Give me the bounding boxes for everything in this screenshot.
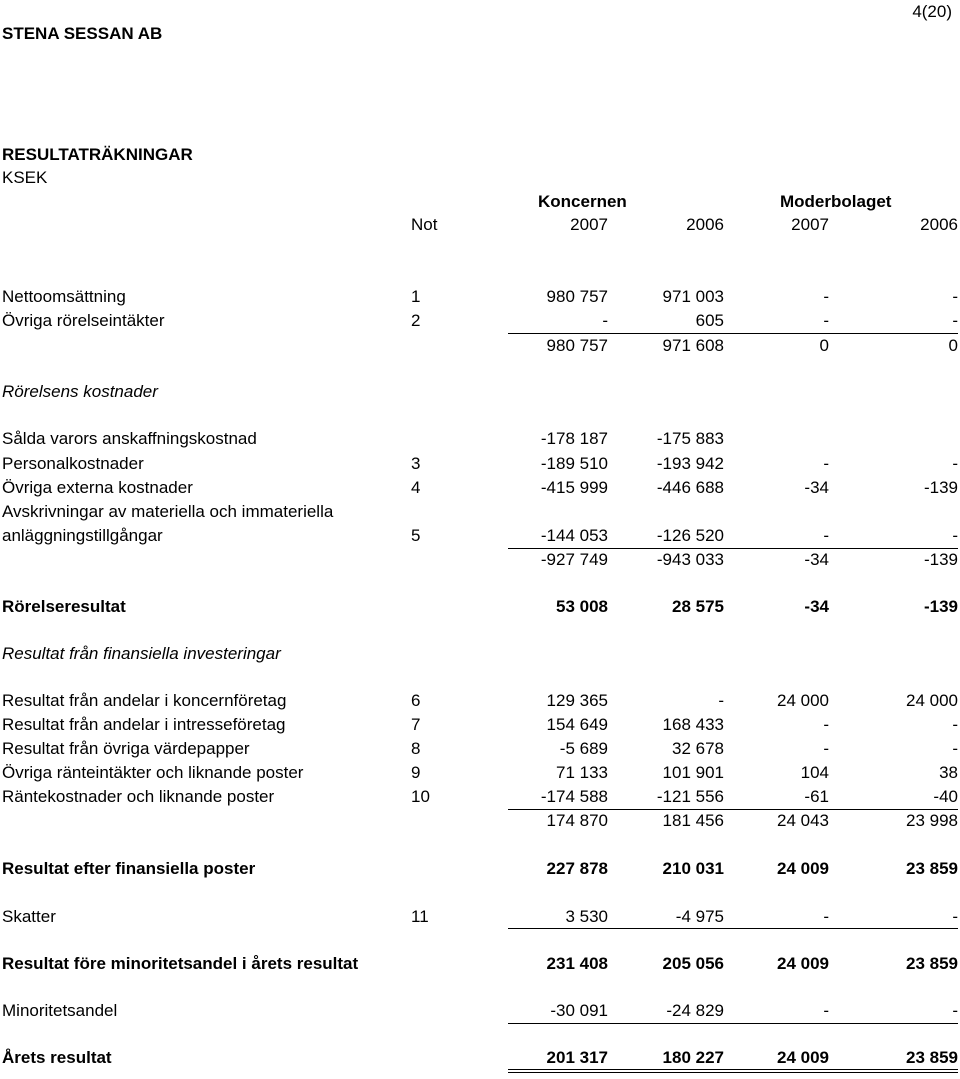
row-label: Övriga rörelseintäkter bbox=[2, 311, 165, 330]
cell-value: 28 575 bbox=[672, 597, 724, 616]
row-label: Övriga ränteintäkter och liknande poster bbox=[2, 763, 304, 782]
cell-value: 0 bbox=[948, 336, 958, 355]
row-label: Resultat från andelar i intresseföretag bbox=[2, 715, 286, 734]
row-note: 3 bbox=[411, 454, 421, 473]
page-number: 4(20) bbox=[912, 2, 952, 21]
row-label: Avskrivningar av materiella och immateriella bbox=[2, 502, 334, 521]
table-row bbox=[0, 786, 960, 808]
row-label: Årets resultat bbox=[2, 1048, 112, 1067]
row-note: 7 bbox=[411, 715, 421, 734]
total-double-underline bbox=[508, 1069, 958, 1070]
row-note: 4 bbox=[411, 478, 421, 497]
year-heading: 2007 bbox=[570, 215, 608, 234]
row-label: Skatter bbox=[2, 907, 56, 926]
section-heading: Resultat från finansiella investeringar bbox=[2, 644, 281, 663]
section-heading-row bbox=[0, 381, 960, 403]
section-heading-row bbox=[0, 643, 960, 665]
cell-value: 174 870 bbox=[546, 811, 608, 830]
cell-value: -121 556 bbox=[656, 787, 724, 806]
cell-value: -175 883 bbox=[656, 429, 724, 448]
row-note: 6 bbox=[411, 691, 421, 710]
note-column-heading: Not bbox=[411, 215, 438, 234]
cell-value: - bbox=[952, 907, 958, 926]
table-row bbox=[0, 858, 960, 880]
cell-value: -30 091 bbox=[550, 1001, 608, 1020]
table-row bbox=[0, 428, 960, 450]
section-heading: Rörelsens kostnader bbox=[2, 382, 158, 401]
table-row bbox=[0, 596, 960, 618]
cell-value: 129 365 bbox=[546, 691, 608, 710]
cell-value: -4 975 bbox=[675, 907, 724, 926]
cell-value: 23 998 bbox=[906, 811, 958, 830]
cell-value: -34 bbox=[804, 478, 829, 497]
subtotal-underline bbox=[508, 333, 958, 334]
cell-value: - bbox=[823, 454, 829, 473]
cell-value: 24 009 bbox=[777, 859, 829, 878]
cell-value: 971 003 bbox=[662, 287, 724, 306]
table-row bbox=[0, 1047, 960, 1069]
cell-value: 181 456 bbox=[662, 811, 724, 830]
table-row bbox=[0, 525, 960, 547]
table-row bbox=[0, 906, 960, 928]
row-note: 10 bbox=[411, 787, 430, 806]
cell-value: 210 031 bbox=[662, 859, 724, 878]
cell-value: 980 757 bbox=[546, 287, 608, 306]
cell-value: 227 878 bbox=[546, 859, 608, 878]
cell-value: - bbox=[952, 454, 958, 473]
total-double-underline bbox=[508, 1072, 958, 1073]
cell-value: -193 942 bbox=[656, 454, 724, 473]
row-note: 5 bbox=[411, 526, 421, 545]
table-row bbox=[0, 310, 960, 332]
cell-value: 980 757 bbox=[546, 336, 608, 355]
cell-value: 101 901 bbox=[662, 763, 724, 782]
cell-value: -178 187 bbox=[540, 429, 608, 448]
cell-value: 605 bbox=[695, 311, 724, 330]
row-label: Personalkostnader bbox=[2, 454, 144, 473]
cell-value: - bbox=[823, 907, 829, 926]
cell-value: - bbox=[952, 715, 958, 734]
table-row bbox=[0, 335, 960, 357]
row-note: 2 bbox=[411, 311, 421, 330]
cell-value: - bbox=[952, 287, 958, 306]
cell-value: 154 649 bbox=[546, 715, 608, 734]
row-label: Resultat före minoritetsandel i årets resultat bbox=[2, 954, 359, 973]
row-label: Resultat från andelar i koncernföretag bbox=[2, 691, 287, 710]
row-label: anläggningstillgångar bbox=[2, 526, 163, 545]
row-label: Räntekostnader och liknande poster bbox=[2, 787, 275, 806]
row-note: 8 bbox=[411, 739, 421, 758]
cell-value: 71 133 bbox=[556, 763, 608, 782]
row-label: Resultat efter finansiella poster bbox=[2, 859, 256, 878]
parent-column-heading: Moderbolaget bbox=[780, 192, 892, 211]
cell-value: - bbox=[823, 1001, 829, 1020]
table-row bbox=[0, 477, 960, 499]
row-note: 9 bbox=[411, 763, 421, 782]
table-row bbox=[0, 286, 960, 308]
cell-value: 201 317 bbox=[546, 1048, 608, 1067]
row-label: Rörelseresultat bbox=[2, 597, 126, 616]
row-label: Minoritetsandel bbox=[2, 1001, 118, 1020]
cell-value: -40 bbox=[933, 787, 958, 806]
cell-value: -139 bbox=[923, 597, 958, 616]
row-label: Övriga externa kostnader bbox=[2, 478, 193, 497]
table-row bbox=[0, 810, 960, 832]
subtotal-underline bbox=[508, 1023, 958, 1024]
cell-value: 3 530 bbox=[565, 907, 608, 926]
cell-value: 53 008 bbox=[556, 597, 608, 616]
group-column-heading: Koncernen bbox=[538, 192, 627, 211]
table-row bbox=[0, 762, 960, 784]
cell-value: -927 749 bbox=[540, 550, 608, 569]
year-heading: 2006 bbox=[686, 215, 724, 234]
cell-value: - bbox=[952, 311, 958, 330]
cell-value: 23 859 bbox=[906, 1048, 958, 1067]
year-header-row bbox=[0, 214, 960, 236]
cell-value: -415 999 bbox=[540, 478, 608, 497]
cell-value: 24 009 bbox=[777, 1048, 829, 1067]
cell-value: 180 227 bbox=[662, 1048, 724, 1067]
cell-value: -24 829 bbox=[666, 1001, 724, 1020]
table-row bbox=[0, 690, 960, 712]
table-row bbox=[0, 714, 960, 736]
cell-value: - bbox=[823, 715, 829, 734]
cell-value: -34 bbox=[804, 550, 829, 569]
cell-value: -446 688 bbox=[656, 478, 724, 497]
subtotal-underline bbox=[508, 928, 958, 929]
cell-value: 24 000 bbox=[777, 691, 829, 710]
table-row bbox=[0, 953, 960, 975]
cell-value: 205 056 bbox=[662, 954, 724, 973]
company-name: STENA SESSAN AB bbox=[2, 24, 163, 43]
cell-value: 231 408 bbox=[546, 954, 608, 973]
cell-value: 24 000 bbox=[906, 691, 958, 710]
table-row bbox=[0, 1000, 960, 1022]
cell-value: 24 043 bbox=[777, 811, 829, 830]
cell-value: - bbox=[952, 1001, 958, 1020]
cell-value: -144 053 bbox=[540, 526, 608, 545]
year-heading: 2006 bbox=[920, 215, 958, 234]
table-row bbox=[0, 549, 960, 571]
currency-unit: KSEK bbox=[2, 168, 48, 187]
cell-value: 24 009 bbox=[777, 954, 829, 973]
row-label: Sålda varors anskaffningskostnad bbox=[2, 429, 257, 448]
cell-value: -34 bbox=[804, 597, 829, 616]
cell-value: 23 859 bbox=[906, 954, 958, 973]
cell-value: - bbox=[823, 526, 829, 545]
row-label: Resultat från övriga värdepapper bbox=[2, 739, 250, 758]
cell-value: -943 033 bbox=[656, 550, 724, 569]
report-title: RESULTATRÄKNINGAR bbox=[2, 145, 193, 164]
cell-value: -139 bbox=[923, 478, 958, 497]
cell-value: - bbox=[718, 691, 724, 710]
cell-value: - bbox=[952, 739, 958, 758]
cell-value: 168 433 bbox=[662, 715, 724, 734]
cell-value: -126 520 bbox=[656, 526, 724, 545]
cell-value: - bbox=[823, 311, 829, 330]
cell-value: -139 bbox=[923, 550, 958, 569]
row-note: 1 bbox=[411, 287, 421, 306]
table-row bbox=[0, 453, 960, 475]
row-note: 11 bbox=[411, 907, 429, 926]
year-heading: 2007 bbox=[791, 215, 829, 234]
cell-value: 971 608 bbox=[662, 336, 724, 355]
cell-value: 32 678 bbox=[672, 739, 724, 758]
cell-value: -189 510 bbox=[540, 454, 608, 473]
cell-value: 38 bbox=[939, 763, 958, 782]
cell-value: -61 bbox=[804, 787, 829, 806]
row-label: Nettoomsättning bbox=[2, 287, 126, 306]
cell-value: - bbox=[823, 739, 829, 758]
cell-value: - bbox=[602, 311, 608, 330]
cell-value: - bbox=[952, 526, 958, 545]
cell-value: - bbox=[823, 287, 829, 306]
cell-value: 0 bbox=[819, 336, 829, 355]
cell-value: -5 689 bbox=[559, 739, 608, 758]
table-row bbox=[0, 738, 960, 760]
cell-value: -174 588 bbox=[540, 787, 608, 806]
cell-value: 104 bbox=[800, 763, 829, 782]
table-row bbox=[0, 501, 960, 523]
cell-value: 23 859 bbox=[906, 859, 958, 878]
